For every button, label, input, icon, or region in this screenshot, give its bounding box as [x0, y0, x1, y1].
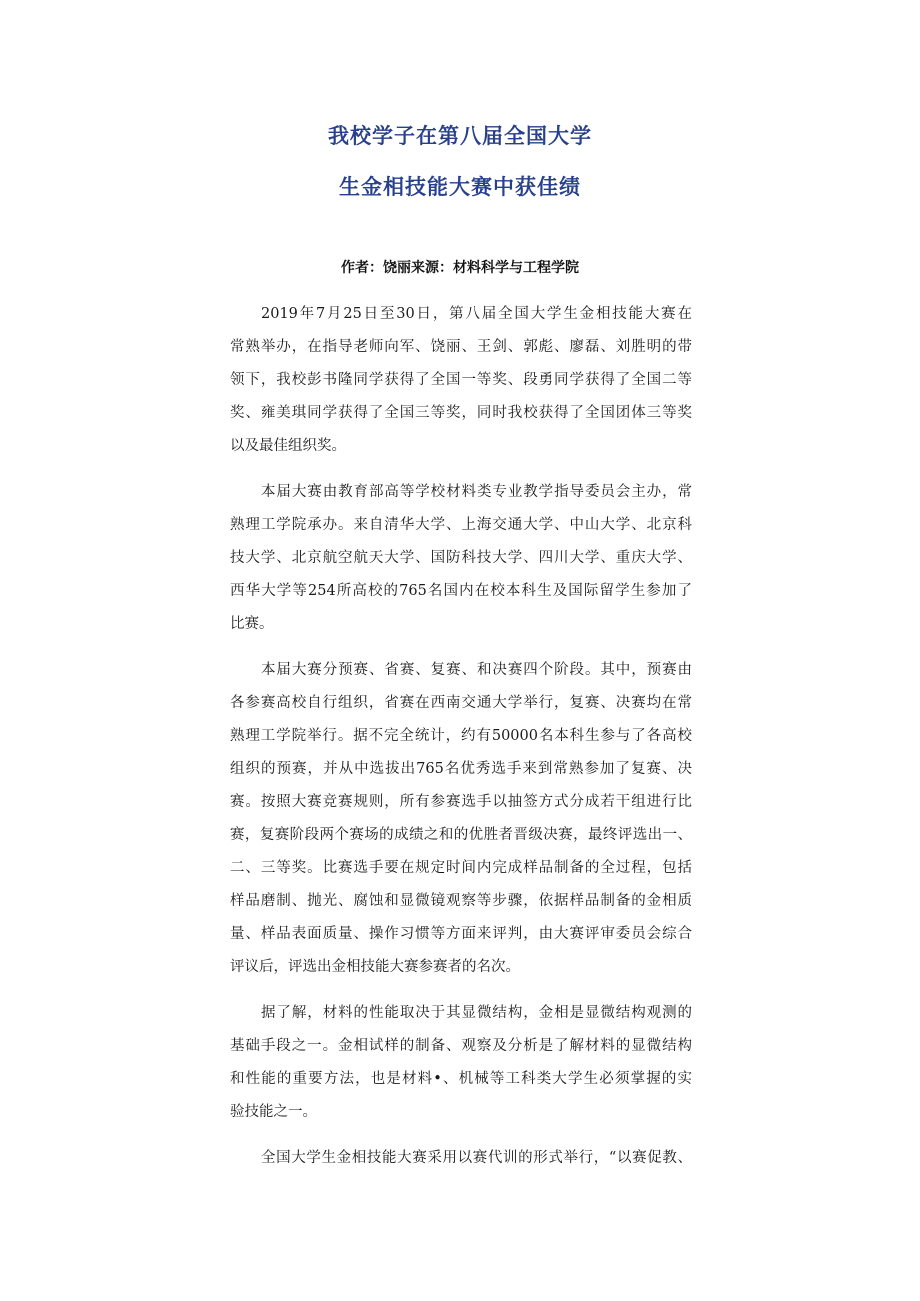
article-title-line-1: 我校学子在第八届全国大学	[328, 124, 592, 148]
text-line: 本届大赛分预赛、省赛、复赛、和决赛四个阶段。其中，预赛由	[261, 662, 692, 678]
paragraph-1	[230, 298, 692, 463]
text-line: 评议后，评选出金相技能大赛参赛者的名次。	[230, 959, 520, 975]
article-byline: 作者：饶丽来源：材料科学与工程学院	[341, 260, 579, 276]
text-line: 以及最佳组织奖。	[230, 438, 346, 454]
text-line: 各参赛高校自行组织，省赛在西南交通大学举行，复赛、决赛均在常	[230, 695, 692, 711]
text-line: 常熟举办，在指导老师向军、饶丽、王剑、郭彪、廖磊、刘胜明的带	[230, 339, 692, 355]
text-line: 二、三等奖。比赛选手要在规定时间内完成样品制备的全过程，包括	[230, 860, 692, 876]
text-line: 奖、雍美琪同学获得了全国三等奖，同时我校获得了全国团体三等奖	[230, 405, 692, 421]
text-line: 验技能之一。	[230, 1104, 317, 1120]
text-line: 样品磨制、抛光、腐蚀和显微镜观察等步骤，依据样品制备的金相质	[230, 893, 692, 909]
article-title-line-2: 生金相技能大赛中获佳绩	[339, 175, 581, 199]
text-line: 量、样品表面质量、操作习惯等方面来评判，由大赛评审委员会综合	[230, 926, 692, 942]
text-line: 据了解，材料的性能取决于其显微结构，金相是显微结构观测的	[261, 1005, 692, 1021]
text-line: 技大学、北京航空航天大学、国防科技大学、四川大学、重庆大学、	[230, 550, 692, 566]
text-line: 比赛。	[230, 616, 274, 632]
text-line: 熟理工学院举行。据不完全统计，约有50000名本科生参与了各高校	[230, 728, 692, 744]
text-line: 西华大学等254所高校的765名国内在校本科生及国际留学生参加了	[230, 583, 692, 599]
paragraph-3	[230, 654, 692, 984]
article-body	[230, 298, 692, 1188]
text-line: 赛。按照大赛竞赛规则，所有参赛选手以抽签方式分成若干组进行比	[230, 794, 692, 810]
text-line: 熟理工学院承办。来自清华大学、上海交通大学、中山大学、北京科	[230, 517, 692, 533]
text-line: 领下，我校彭书隆同学获得了全国一等奖、段勇同学获得了全国二等	[230, 372, 692, 388]
text-line: 组织的预赛，并从中选拔出765名优秀选手来到常熟参加了复赛、决	[230, 761, 692, 777]
text-line: 基础手段之一。金相试样的制备、观察及分析是了解材料的显微结构	[230, 1038, 692, 1054]
paragraph-4	[230, 997, 692, 1129]
text-line: 全国大学生金相技能大赛采用以赛代训的形式举行，“以赛促教、	[261, 1150, 692, 1166]
text-line: 本届大赛由教育部高等学校材料类专业教学指导委员会主办，常	[261, 484, 692, 500]
text-line: 赛，复赛阶段两个赛场的成绩之和的优胜者晋级决赛，最终评选出一、	[230, 827, 692, 843]
paragraph-2	[230, 476, 692, 641]
paragraph-5	[230, 1142, 692, 1175]
text-line: 和性能的重要方法，也是材料•、机械等工科类大学生必须掌握的实	[230, 1071, 692, 1087]
text-line: 2019年7月25日至30日，第八届全国大学生金相技能大赛在	[261, 306, 692, 322]
